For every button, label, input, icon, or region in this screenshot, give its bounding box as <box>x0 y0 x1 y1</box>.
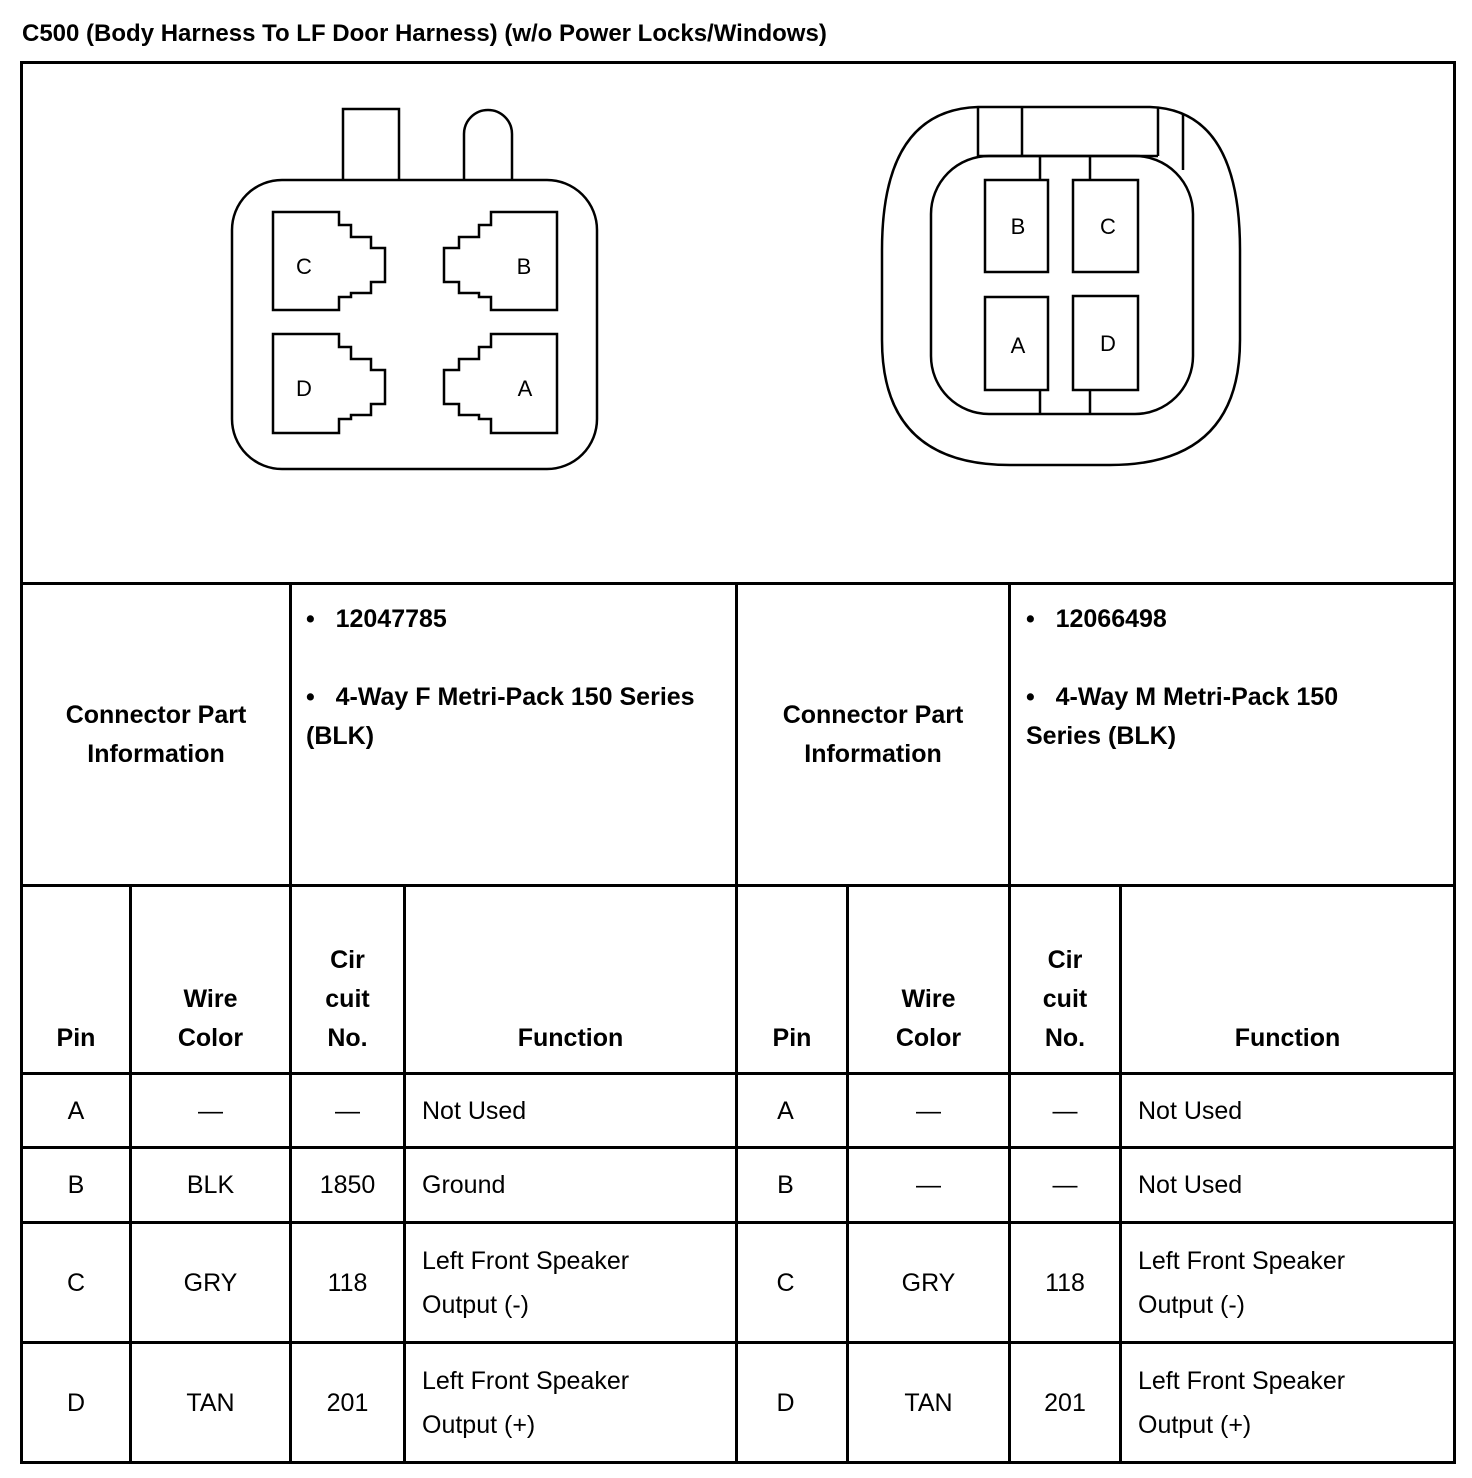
right-connector-part-info: • 12066498 • 4-Way M Metri-Pack 150 Series (BLK) <box>1026 605 1339 750</box>
col-header-function: Function <box>1234 1024 1341 1052</box>
right-cavity-b-label: B <box>1010 214 1026 239</box>
right-row-b-circuit: — <box>1052 1171 1078 1199</box>
right-cavity-a-label: A <box>1010 333 1026 358</box>
left-row-c-circuit: 118 <box>327 1268 368 1297</box>
left-part-description: 4-Way F Metri-Pack 150 Series (BLK) <box>306 683 695 750</box>
right-row-a-wire: — <box>916 1096 941 1125</box>
col-header-circuit: Cir cuit No. <box>1042 946 1088 1052</box>
left-cavity-a-label: A <box>517 376 533 401</box>
right-row-a-pin: A <box>777 1096 794 1125</box>
col-header-function: Function <box>517 1024 624 1052</box>
right-connector-info-label: Connector Part Information <box>782 700 964 768</box>
right-row-c-circuit: 118 <box>1045 1268 1085 1297</box>
left-row-b-wire: BLK <box>186 1171 235 1199</box>
right-part-number: 12066498 <box>1055 605 1167 633</box>
right-row-b-pin: B <box>777 1171 794 1199</box>
right-row-b-wire: — <box>916 1171 941 1199</box>
right-row-a-function: Not Used <box>1138 1096 1243 1125</box>
right-row-c-function: Left Front Speaker Output (-) <box>1138 1246 1346 1319</box>
col-header-wire-color: Wire Color <box>895 985 962 1052</box>
right-row-c-wire: GRY <box>901 1268 956 1297</box>
right-part-description: 4-Way M Metri-Pack 150 Series (BLK) <box>1026 683 1339 750</box>
col-header-circuit: Cir cuit No. <box>325 946 370 1052</box>
right-row-c-pin: C <box>776 1268 795 1297</box>
left-part-number: 12047785 <box>335 605 447 633</box>
right-row-a-circuit: — <box>1052 1096 1078 1125</box>
left-connector-drawing <box>232 109 597 469</box>
col-header-wire-color: Wire Color <box>177 985 244 1052</box>
left-connector-part-info: • 12047785 • 4-Way F Metri-Pack 150 Series (BLK) <box>306 605 695 750</box>
left-row-b-function: Ground <box>422 1171 506 1199</box>
page-title: C500 (Body Harness To LF Door Harness) (w/o Power Locks/Windows) <box>22 20 827 47</box>
right-cavity-c-label: C <box>1100 214 1116 239</box>
left-row-a-circuit: — <box>335 1096 360 1125</box>
left-row-c-pin: C <box>66 1268 86 1297</box>
left-cavity-b-label: B <box>516 254 532 279</box>
left-row-a-pin: A <box>67 1096 85 1125</box>
left-row-d-circuit: 201 <box>326 1388 369 1417</box>
left-cavity-d-label: D <box>296 376 312 401</box>
right-row-b-function: Not Used <box>1138 1171 1243 1199</box>
left-row-c-function: Left Front Speaker Output (-) <box>422 1246 630 1319</box>
left-row-b-pin: B <box>67 1171 85 1199</box>
left-connector-info-label: Connector Part Information <box>65 700 247 768</box>
left-row-a-wire: — <box>198 1096 223 1125</box>
connector-diagrams <box>0 0 1472 590</box>
right-row-d-wire: TAN <box>904 1388 953 1417</box>
left-row-c-wire: GRY <box>183 1268 238 1297</box>
left-row-d-wire: TAN <box>186 1388 235 1417</box>
col-header-pin: Pin <box>56 1024 96 1052</box>
left-row-d-pin: D <box>66 1388 86 1417</box>
col-header-pin: Pin <box>772 1024 812 1052</box>
right-row-d-circuit: 201 <box>1044 1388 1086 1417</box>
right-row-d-function: Left Front Speaker Output (+) <box>1138 1366 1346 1439</box>
left-row-b-circuit: 1850 <box>319 1171 376 1199</box>
right-connector-drawing <box>882 107 1240 465</box>
left-row-a-function: Not Used <box>422 1096 527 1125</box>
left-cavity-c-label: C <box>296 254 312 279</box>
left-row-d-function: Left Front Speaker Output (+) <box>422 1366 630 1439</box>
right-cavity-d-label: D <box>1100 331 1116 356</box>
right-row-d-pin: D <box>776 1388 795 1417</box>
